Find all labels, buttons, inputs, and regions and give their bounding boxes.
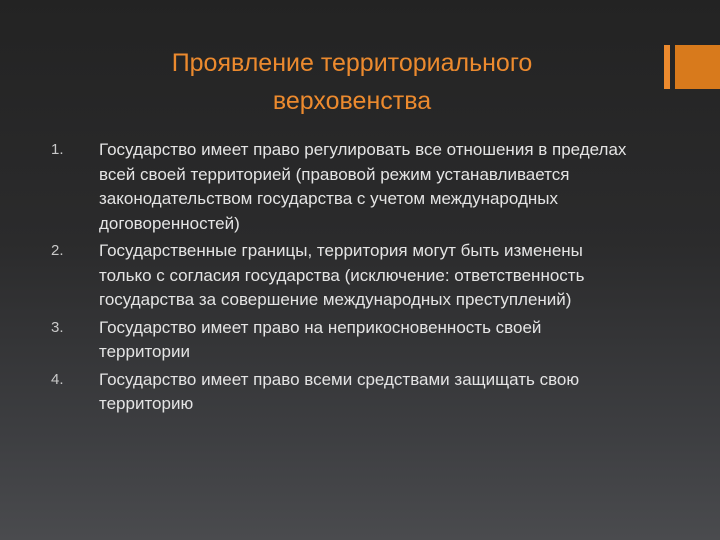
list-item-number: 4. <box>51 370 64 388</box>
title-accent-bar-thick <box>675 45 720 89</box>
list-item-text: Государство имеет право всеми средствами защищать свою территорию <box>99 369 580 413</box>
list-item-number: 3. <box>51 318 64 336</box>
slide-title: Проявление территориального верховенства <box>171 49 533 115</box>
list-item-text: Государство имеет право на неприкосновенность своей территории <box>99 317 542 361</box>
list-item-number: 1. <box>51 141 64 158</box>
list-item <box>0 316 720 365</box>
list-item-text: Государство имеет право регулировать все отношения в пределах всей своей территорией (правовой режим устанавливается законодательством государства с учетом международных договоренностей) <box>99 140 627 233</box>
list-item-text: Государственные границы, территория могут быть изменены только с согласия государства (исключение: ответственность государства за совершение международных преступлений) <box>99 241 585 309</box>
list-item <box>0 368 720 417</box>
title-accent-bar-thin <box>664 45 670 89</box>
list-item <box>0 239 720 313</box>
list-item-number: 2. <box>51 242 64 259</box>
list-item <box>0 138 720 236</box>
numbered-list <box>0 138 720 420</box>
